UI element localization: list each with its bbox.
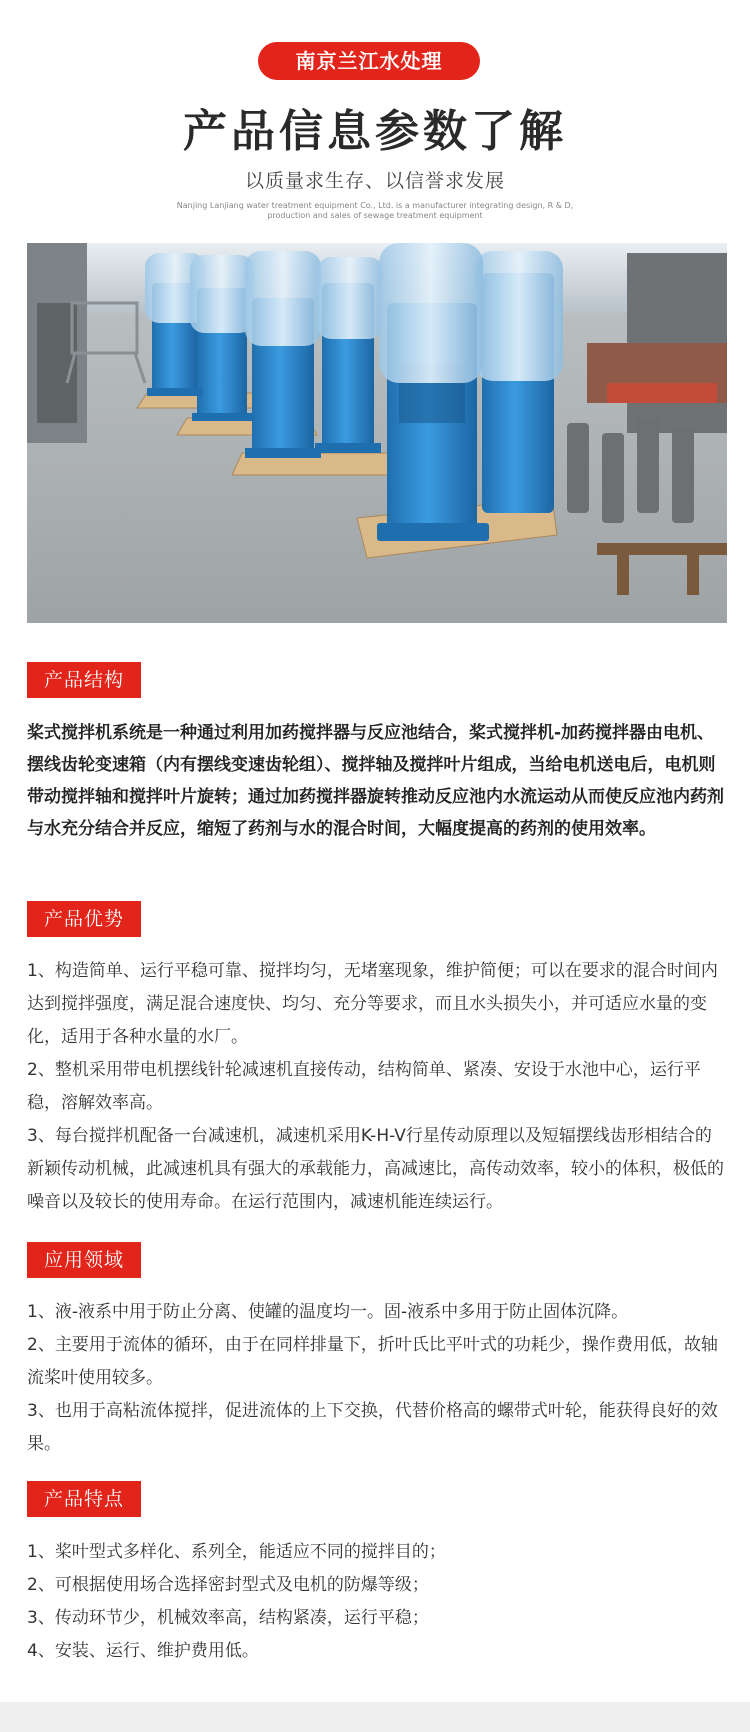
product-photo [27,243,727,623]
list-item: 1、构造简单、运行平稳可靠、搅拌均匀，无堵塞现象，维护简便；可以在要求的混合时间内达到搅拌强度，满足混合速度快、均匀、充分等要求，而且水头损失小，并可适应水量的变化，适用于各种水量的水厂。 [27,961,718,1047]
section-label-structure: 产品结构 [27,662,141,698]
list-item: 2、整机采用带电机摆线针轮减速机直接传动，结构简单、紧凑、安设于水池中心，运行平稳，溶解效率高。 [27,1060,701,1113]
list-item: 1、液-液系中用于防止分离、使罐的温度均一。固-液系中多用于防止固体沉降。 [27,1302,629,1322]
list-item: 2、可根据使用场合选择密封型式及电机的防爆等级； [27,1575,429,1595]
section-label-features: 产品特点 [27,1481,141,1517]
list-item: 4、安装、运行、维护费用低。 [27,1641,259,1661]
list-item: 2、主要用于流体的循环，由于在同样排量下，折叶氏比平叶式的功耗少，操作费用低，故轴流桨叶使用较多。 [27,1335,718,1388]
footer-band [0,1702,750,1732]
slogan: 以质量求生存、以信誉求发展 [244,170,505,192]
company-description-english [150,201,600,221]
features-list [27,1536,727,1668]
page-title: 产品信息参数了解 [183,106,567,157]
list-item: 3、传动环节少，机械效率高，结构紧凑，运行平稳； [27,1608,429,1628]
list-item: 1、桨叶型式多样化、系列全，能适应不同的搅拌目的； [27,1542,446,1562]
mixer-machines-photo [27,243,727,623]
section-label-advantages: 产品优势 [27,901,141,937]
list-item: 3、也用于高粘流体搅拌，促进流体的上下交换，代替价格高的螺带式叶轮，能获得良好的效果。 [27,1401,718,1454]
advantages-list [27,955,727,1219]
english-line-1: Nanjing Lanjiang water treatment equipment Co., Ltd. is a manufacturer integrating design, R & D, [176,201,574,210]
structure-description: 桨式搅拌机系统是一种通过利用加药搅拌器与反应池结合，桨式搅拌机-加药搅拌器由电机、摆线齿轮变速箱（内有摆线变速齿轮组）、搅拌轴及搅拌叶片组成，当给电机送电后，电机则带动搅拌轴和搅拌叶片旋转；通过加药搅拌器旋转推动反应池内水流运动从而使反应池内药剂与水充分结合并反应，缩短了药剂与水的混合时间，大幅度提高的药剂的使用效率。 [27,723,724,839]
brand-badge: 南京兰江水处理 [258,42,480,80]
section-label-applications: 应用领域 [27,1242,141,1278]
applications-list [27,1296,727,1461]
english-line-2: production and sales of sewage treatment equipment [267,211,483,220]
list-item: 3、每台搅拌机配备一台减速机，减速机采用K-H-V行星传动原理以及短辐摆线齿形相结合的新颖传动机械，此减速机具有强大的承载能力，高减速比，高传动效率，较小的体积，极低的噪音以及较长的使用寿命。在运行范围内，减速机能连续运行。 [27,1126,724,1212]
page-header [0,0,750,240]
